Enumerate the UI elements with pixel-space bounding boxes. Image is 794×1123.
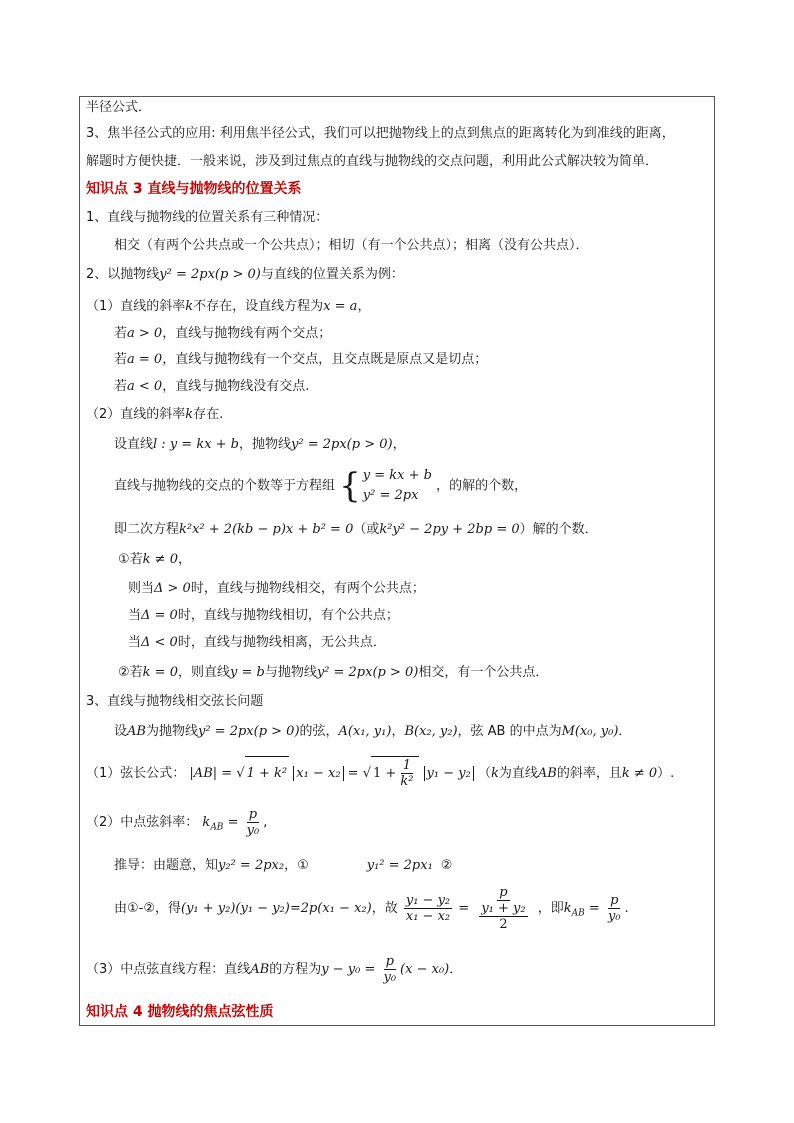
formula: x₁ − x₂ [293, 766, 343, 781]
text: 的方程为 [269, 962, 322, 977]
formula: AB [537, 766, 557, 781]
text: ，即 [537, 901, 564, 916]
text: （2）直线的斜率 [86, 407, 186, 422]
formula: |AB| [189, 766, 218, 781]
text-line: 3、直线与抛物线相交弦长问题 [86, 694, 264, 709]
text: 与抛物线 [264, 665, 317, 680]
formula: B(x₂, y₂) [404, 724, 458, 739]
text: 即二次方程 [114, 522, 180, 537]
formula: k [490, 766, 499, 781]
text-line: 半径公式． [86, 100, 152, 115]
text: ，直线与抛物线有两个交点； [162, 326, 332, 341]
numerator: p [385, 954, 394, 969]
text: （2）中点弦斜率： [86, 815, 199, 830]
text: . [624, 901, 629, 916]
formula: y = kx + b [362, 468, 432, 483]
text-line [118, 664, 548, 682]
text: ，① [284, 858, 309, 873]
formula: y₁² = 2px₁ [366, 858, 433, 873]
formula: y² = 2px(p > 0) [291, 437, 393, 452]
text: 的弦， [299, 724, 339, 739]
text: ， [392, 437, 406, 452]
formula: y² = 2px(p > 0) [159, 267, 261, 282]
text-line [86, 806, 267, 845]
text: 为抛物线 [145, 724, 198, 739]
formula: k [185, 299, 194, 314]
text: ， [357, 299, 371, 314]
numerator: y₁ − y₂ [405, 893, 451, 908]
text: ． [618, 724, 632, 739]
fraction [398, 758, 415, 789]
formula: k = 0 [142, 665, 178, 680]
text: ①若 [118, 552, 143, 567]
text: （1）弦长公式： [86, 766, 186, 781]
formula: k ≠ 0 [142, 552, 178, 567]
sqrt-body [371, 756, 419, 791]
fraction [479, 901, 527, 932]
text: ②若 [118, 665, 143, 680]
formula: (y₁ + y₂)(y₁ − y₂)=2p(x₁ − x₂) [181, 901, 372, 916]
text-line: 相交（有两个公共点或一个公共点）；相切（有一个公共点）；相离（没有公共点）． [114, 238, 589, 253]
text: 推导：由题意，知 [114, 858, 219, 873]
formula: 1 + k² [245, 756, 290, 791]
text-line [86, 266, 404, 284]
formula: a < 0 [127, 379, 163, 394]
numerator: p [248, 807, 258, 822]
text: 直线与抛物线的交点的个数等于方程组 [114, 478, 336, 494]
text: ， [177, 552, 191, 567]
formula: y − y₀ = [321, 962, 376, 977]
text-line [114, 723, 631, 741]
operator: = [347, 766, 359, 781]
sqrt-symbol: √ [362, 766, 372, 781]
text-line [114, 857, 452, 875]
fraction [404, 893, 452, 924]
numerator: y₁ + y₂ [481, 901, 526, 916]
fraction [606, 893, 623, 924]
text: 2、以抛物线 [86, 267, 160, 282]
fraction [245, 807, 262, 838]
text: 存在. [193, 407, 224, 422]
text: ，直线与抛物线有一个交点，且交点既是原点又是切点； [162, 352, 488, 367]
denominator: 2 [499, 917, 508, 932]
numerator: 1 [402, 758, 411, 773]
denominator: y₀ [246, 823, 260, 838]
formula: y² = 2px(p > 0) [197, 724, 300, 739]
text: （3）中点弦直线方程：直线 [86, 962, 251, 977]
text: ）. [657, 766, 675, 781]
denominator: y₀ [607, 909, 621, 924]
text-line [128, 607, 399, 625]
formula: A(x₁, y₁) [338, 724, 392, 739]
text-line [114, 351, 487, 369]
formula: Δ > 0 [154, 581, 191, 596]
formula: 1 + [373, 766, 397, 781]
text: 为直线 [498, 766, 538, 781]
text-line [118, 551, 191, 569]
text-line: 解题时方便快捷．一般来说，涉及到过焦点的直线与抛物线的交点问题，利用此公式解决较为简单． [86, 154, 659, 169]
formula: k²x² + 2(kb − p)x + b² = 0 [179, 522, 354, 537]
section-heading-4: 知识点 4 抛物线的焦点弦性质 [86, 1004, 274, 1020]
formula: y₂² = 2px₂ [218, 858, 285, 873]
text: ， [391, 724, 405, 739]
subscript: AB [210, 822, 224, 833]
text-line: 1、直线与抛物线的位置关系有三种情况： [86, 210, 329, 225]
numerator: p [499, 885, 508, 900]
text: ，弦 AB 的中点为 [457, 724, 562, 739]
text: 不存在，设直线方程为 [193, 299, 324, 314]
text: ② [440, 858, 453, 873]
text: （1）直线的斜率 [86, 299, 186, 314]
text: 与直线的位置关系为例： [260, 267, 404, 282]
text: ，则直线 [177, 665, 230, 680]
formula: k ≠ 0 [621, 766, 658, 781]
text: ． [449, 962, 463, 977]
section-heading-3: 知识点 3 直线与抛物线的位置关系 [86, 181, 302, 197]
text: 若 [114, 352, 128, 367]
formula: AB [250, 962, 270, 977]
denominator [475, 901, 531, 932]
subscript: AB [571, 908, 585, 919]
formula: (x − x₀) [400, 962, 450, 977]
formula: k [185, 407, 194, 422]
formula: a > 0 [127, 326, 163, 341]
sqrt-symbol: √ [236, 766, 245, 781]
formula: l : y = kx + b [153, 437, 240, 452]
text: 当 [128, 635, 142, 650]
text: 的斜率，且 [556, 766, 622, 781]
text: , [263, 815, 268, 830]
operator: = [588, 901, 600, 916]
text: 由①-②，得 [114, 901, 181, 916]
formula: k²y² − 2py + 2bp = 0 [379, 522, 520, 537]
text-line [114, 884, 629, 939]
fraction [475, 885, 531, 932]
text-line [86, 953, 462, 987]
text: 则当 [128, 581, 155, 596]
text: 若 [114, 326, 128, 341]
brace-symbol: { [339, 466, 361, 506]
text: 当 [128, 608, 142, 623]
denominator: k² [400, 774, 414, 789]
text-line [128, 580, 425, 598]
operator: = [227, 815, 239, 830]
equation-system [339, 466, 432, 506]
denominator: y₀ [383, 970, 397, 985]
text: 若 [114, 379, 128, 394]
operator: = [458, 901, 470, 916]
text-line [114, 436, 406, 454]
text-line [114, 378, 309, 396]
text: ，故 [371, 901, 398, 916]
text-line [86, 756, 674, 791]
text: （ [477, 766, 491, 781]
formula: Δ = 0 [141, 608, 178, 623]
formula: y² = 2px(p > 0) [316, 665, 419, 680]
text: ，抛物线 [239, 437, 292, 452]
text-line [114, 325, 331, 343]
numerator: p [610, 893, 619, 908]
text: 设直线 [114, 437, 154, 452]
text-line [128, 634, 386, 652]
text: 设 [114, 724, 128, 739]
formula: M(x₀, y₀) [561, 724, 619, 739]
text: ，直线与抛物线没有交点. [162, 379, 310, 394]
formula: y₁ − y₂ [424, 766, 474, 781]
text: （或 [353, 522, 380, 537]
denominator: x₁ − x₂ [405, 909, 451, 924]
formula: Δ < 0 [141, 635, 178, 650]
formula: y = b [229, 665, 265, 680]
text: ）解的个数． [519, 522, 598, 537]
text: 时，直线与抛物线相交，有两个公共点； [190, 581, 425, 596]
text: 时，直线与抛物线相切，有个公共点； [177, 608, 399, 623]
text-line [114, 521, 598, 539]
text-line [86, 406, 223, 424]
formula: a = 0 [127, 352, 163, 367]
formula: AB [127, 724, 146, 739]
text-line [86, 298, 370, 316]
text-line: 3、焦半径公式的应用: 利用焦半径公式，我们可以把抛物线上的点到焦点的距离转化为到准线的距离， [86, 126, 675, 141]
formula: k [202, 815, 211, 830]
text: 时，直线与抛物线相离，无公共点． [177, 635, 386, 650]
formula: y² = 2px [362, 488, 419, 503]
formula: k [563, 901, 572, 916]
text: 相交，有一个公共点． [418, 665, 549, 680]
text-line [114, 466, 527, 507]
operator: = [221, 766, 233, 781]
fraction [381, 954, 398, 985]
text: ，的解的个数， [436, 478, 528, 494]
formula: x = a [323, 299, 358, 314]
